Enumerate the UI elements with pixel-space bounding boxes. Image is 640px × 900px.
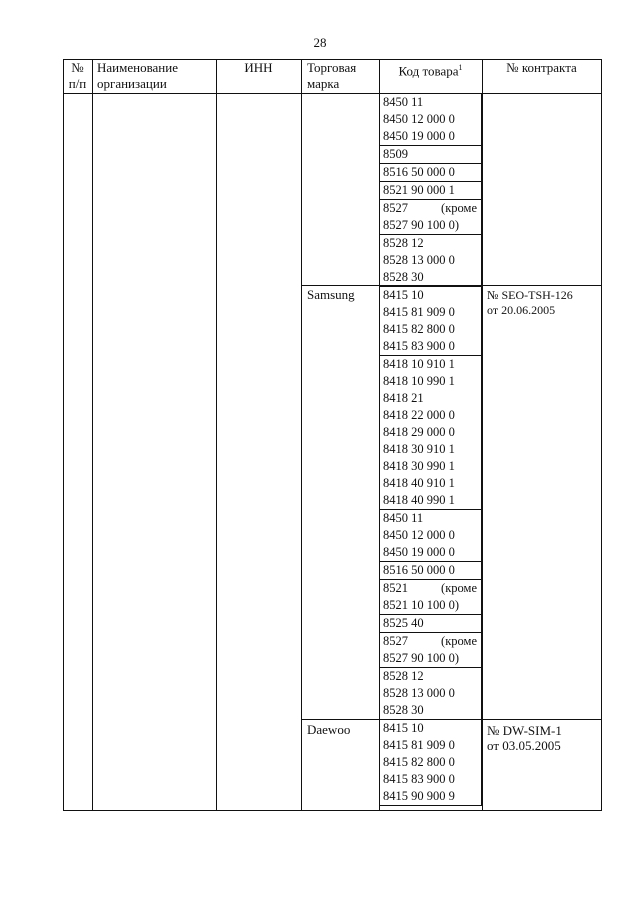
product-code: 8418 22 000 0	[383, 408, 455, 422]
product-code: 8509	[383, 147, 408, 161]
code-group	[379, 510, 482, 562]
product-code: 8418 30 990 1	[383, 459, 455, 473]
column-rule	[301, 59, 302, 811]
product-code: 8527 90 100 0)	[383, 218, 460, 232]
header-col-contract: № контракта	[506, 60, 577, 75]
product-code: 8516 50 000 0	[383, 563, 455, 577]
product-code: 8418 21	[383, 391, 424, 405]
brand-daewoo: Daewoo	[307, 722, 351, 737]
product-code: 8516 50 000 0	[383, 165, 455, 179]
brand-samsung: Samsung	[307, 287, 355, 302]
product-code: 8521 10 100 0)	[383, 598, 460, 612]
product-code: 8450 11	[383, 511, 424, 525]
product-code: 8415 81 909 0	[383, 305, 455, 319]
product-code: 8418 30 910 1	[383, 442, 455, 456]
code-group	[379, 668, 482, 720]
product-code: 8415 83 900 0	[383, 339, 455, 353]
product-code: 8450 12 000 0	[383, 528, 455, 542]
product-code: 8528 12	[383, 669, 424, 683]
product-code: 8415 90 900 9	[383, 789, 455, 803]
header-col-code: Код товара$^1$	[398, 63, 463, 79]
product-code: 8418 40 990 1	[383, 493, 455, 507]
code-group	[379, 235, 482, 287]
column-rule	[482, 59, 483, 811]
header-col-number: № п/п	[68, 60, 87, 91]
code-group	[379, 146, 482, 164]
product-code: 8415 10	[383, 288, 424, 302]
product-code: 8525 40	[383, 616, 424, 630]
header-col-organization: Наименование организации	[97, 60, 178, 91]
product-code: 8521 90 000 1	[383, 183, 455, 197]
product-code: 8528 30	[383, 703, 424, 717]
header-col-brand: Торговая марка	[307, 60, 357, 91]
page-number: 28	[313, 35, 327, 50]
code-group	[379, 200, 482, 235]
product-code-column	[379, 93, 482, 806]
product-code: 8528 13 000 0	[383, 686, 455, 700]
code-group	[379, 93, 482, 146]
column-rule	[216, 59, 217, 811]
product-table	[63, 59, 602, 811]
product-code: 8527 (кроме	[383, 634, 477, 648]
product-code: 8418 40 910 1	[383, 476, 455, 490]
code-group	[379, 580, 482, 615]
product-code: 8528 13 000 0	[383, 253, 455, 267]
code-group	[379, 356, 482, 510]
table-border-right	[601, 59, 602, 811]
contract-daewoo: № DW-SIM-1 от 03.05.2005	[487, 723, 562, 753]
product-code: 8450 19 000 0	[383, 545, 455, 559]
code-group	[379, 720, 482, 806]
product-code: 8415 82 800 0	[383, 755, 455, 769]
table-border-left	[63, 59, 64, 811]
code-group	[379, 615, 482, 633]
product-code: 8415 82 800 0	[383, 322, 455, 336]
code-group	[379, 287, 482, 356]
product-code: 8528 12	[383, 236, 424, 250]
product-code: 8418 10 910 1	[383, 357, 455, 371]
code-group	[379, 633, 482, 668]
table-border-bottom	[63, 810, 602, 811]
product-code: 8527 90 100 0)	[383, 651, 460, 665]
code-group	[379, 562, 482, 580]
column-rule	[92, 59, 93, 811]
product-code: 8418 10 990 1	[383, 374, 455, 388]
product-code: 8415 10	[383, 721, 424, 735]
product-code: 8450 19 000 0	[383, 129, 455, 143]
product-code: 8415 83 900 0	[383, 772, 455, 786]
product-code: 8521 (кроме	[383, 581, 477, 595]
product-code: 8415 81 909 0	[383, 738, 455, 752]
header-rule	[63, 93, 602, 94]
product-code: 8418 29 000 0	[383, 425, 455, 439]
header-col-inn: ИНН	[244, 60, 273, 75]
product-code: 8528 30	[383, 270, 424, 284]
code-group	[379, 164, 482, 182]
product-code: 8450 12 000 0	[383, 112, 455, 126]
product-code: 8450 11	[383, 95, 424, 109]
code-group	[379, 182, 482, 200]
contract-samsung: № SEO-TSH-126 от 20.06.2005	[487, 288, 573, 317]
product-code: 8527 (кроме	[383, 201, 477, 215]
